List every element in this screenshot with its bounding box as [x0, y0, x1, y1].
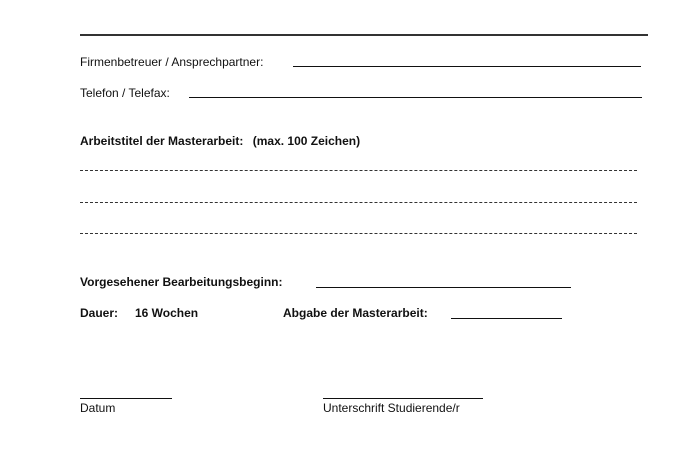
submission-input[interactable]	[451, 318, 562, 319]
start-date-input[interactable]	[316, 287, 571, 288]
student-signature-line[interactable]	[323, 398, 483, 399]
supervisor-input[interactable]	[293, 66, 641, 67]
thesis-title-line[interactable]	[80, 233, 637, 234]
supervisor-label: Firmenbetreuer / Ansprechpartner:	[80, 55, 264, 69]
duration-label: Dauer:	[80, 306, 119, 320]
phone-label: Telefon / Telefax:	[80, 86, 170, 100]
section-divider	[80, 34, 648, 36]
date-signature-line[interactable]	[80, 398, 172, 399]
thesis-title-text: Arbeitstitel der Masterarbeit:	[80, 134, 244, 148]
thesis-title-hint: (max. 100 Zeichen)	[252, 134, 361, 148]
start-date-label: Vorgesehener Bearbeitungsbeginn:	[80, 275, 283, 289]
student-signature-label: Unterschrift Studierende/r	[323, 401, 460, 415]
duration-value: 16 Wochen	[135, 306, 199, 320]
phone-input[interactable]	[189, 97, 642, 98]
thesis-title-label	[80, 134, 360, 148]
submission-label: Abgabe der Masterarbeit:	[283, 306, 428, 320]
thesis-title-line[interactable]	[80, 202, 637, 203]
date-label: Datum	[80, 401, 116, 415]
thesis-title-line[interactable]	[80, 170, 637, 171]
